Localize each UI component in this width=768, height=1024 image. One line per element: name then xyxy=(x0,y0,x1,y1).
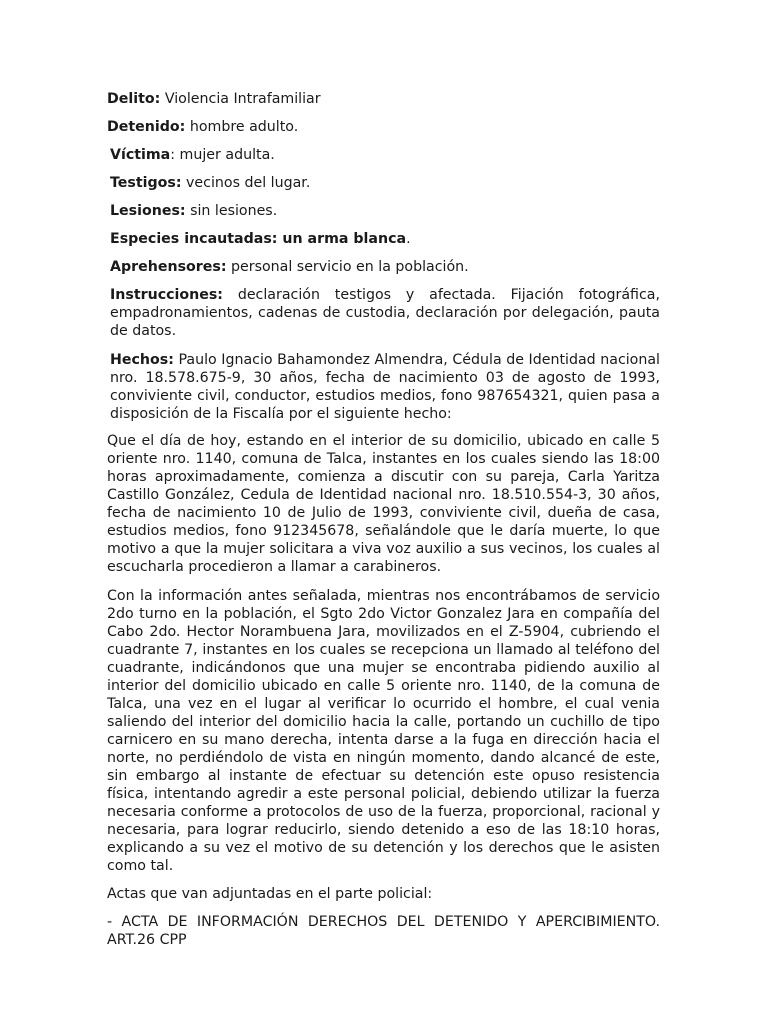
field-value: . xyxy=(406,231,411,247)
field-label: Aprehensores: xyxy=(110,259,227,275)
field-testigos xyxy=(107,174,660,192)
paragraph-procedimiento: Con la información antes señalada, mientras nos encontrábamos de servicio 2do turno en la población, el Sgto 2do Victor Gonzalez Jara en compañía del Cabo 2do. Hector Norambuena Jara, movilizados en el Z-5904, cubriendo el cuadrante 7, instantes en los cuales se recepciona un llamado al teléfono del cuadrante, indicándonos que una mujer se encontraba pidiendo auxilio al interior del domicilio ubicado en calle 5 oriente nro. 1140, de la comuna de Talca, una vez en el lugar al verificar lo ocurrido el hombre, el cual venia saliendo del interior del domicilio hacia la calle, portando un cuchillo de tipo carnicero en su mano derecha, intenta darse a la fuga en dirección hacia el norte, no perdiéndolo de vista en ningún momento, dando alcancé de este, sin embargo al instante de efectuar su detención este opuso resistencia física, intentando agredir a este personal policial, debiendo utilizar la fuerza necesaria conforme a protocolos de uso de la fuerza, proporcional, racional y necesaria, para lograr reducirlo, siendo detenido a eso de las 18:10 horas, explicando a su vez el motivo de su detención y los derechos que le asisten como tal. xyxy=(107,588,660,874)
field-label: Instrucciones: xyxy=(110,287,223,303)
paragraph-actas-intro: Actas que van adjuntadas en el parte policial: xyxy=(107,886,433,902)
field-value: sin lesiones. xyxy=(185,203,278,219)
field-label: Especies incautadas: un arma blanca xyxy=(110,231,407,247)
field-hechos xyxy=(107,351,660,423)
field-label: Lesiones: xyxy=(110,203,186,219)
field-instrucciones xyxy=(107,286,660,340)
paragraph-hechos-detalle: Que el día de hoy, estando en el interior de su domicilio, ubicado en calle 5 oriente nro. 1140, comuna de Talca, instantes en los cuales siendo las 18:00 horas aproximadamente, comienza a discutir con su pareja, Carla Yaritza Castillo González, Cedula de Identidad nacional nro. 18.510.554-3, 30 años, fecha de nacimiento 10 de Julio de 1993, conviviente civil, dueña de casa, estudios medios, fono 912345678, señalándole que le daría muerte, lo que motivo a que la mujer solicitara a viva voz auxilio a sus vecinos, los cuales al escucharla procedieron a llamar a carabineros. xyxy=(107,433,660,575)
field-label: Detenido: xyxy=(107,119,186,135)
field-value: Violencia Intrafamiliar xyxy=(160,91,321,107)
field-label: Víctima xyxy=(110,147,171,163)
field-value: vecinos del lugar. xyxy=(181,175,311,191)
field-victima xyxy=(107,146,660,164)
field-detenido xyxy=(107,118,660,136)
field-especies xyxy=(107,230,660,248)
field-lesiones xyxy=(107,202,660,220)
field-label: Testigos: xyxy=(110,175,182,191)
field-delito xyxy=(107,90,660,108)
document-body xyxy=(107,90,660,958)
field-value: : mujer adulta. xyxy=(170,147,275,163)
field-label: Hechos: xyxy=(110,352,174,368)
field-aprehensores xyxy=(107,258,660,276)
field-value: hombre adulto. xyxy=(185,119,299,135)
field-label: Delito: xyxy=(107,91,161,107)
field-value: Paulo Ignacio Bahamondez Almendra, Cédula de Identidad nacional nro. 18.578.675-9, 30 años, fecha de nacimiento 03 de agosto de 1993, conviviente civil, conductor, estudios medios, fono 987654321, quien pasa a disposición de la Fiscalía por el siguiente hecho: xyxy=(110,352,660,422)
field-value: personal servicio en la población. xyxy=(226,259,469,275)
acta-item: - ACTA DE INFORMACIÓN DERECHOS DEL DETENIDO Y APERCIBIMIENTO. ART.26 CPP xyxy=(107,914,660,948)
field-value: declaración testigos y afectada. Fijación fotográfica, empadronamientos, cadenas de custodia, declaración por delegación, pauta de datos. xyxy=(110,287,660,339)
